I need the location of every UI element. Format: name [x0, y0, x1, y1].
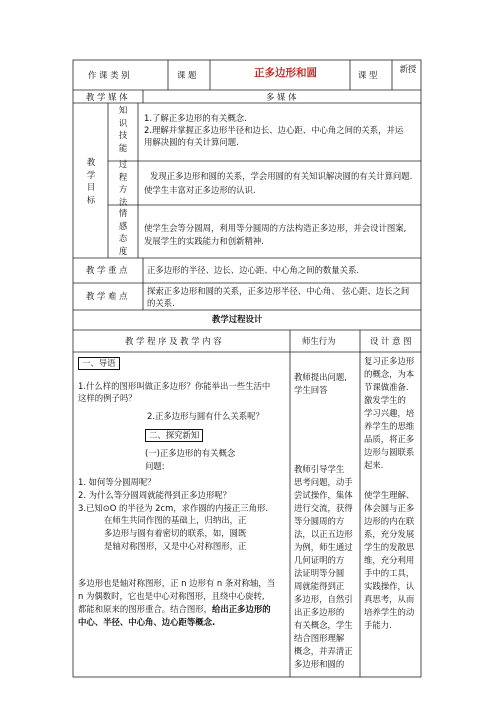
knowledge-line-2: 2.理解并掌握正多边形半径和边长、边心距、中心角之间的关系，并运	[144, 125, 404, 135]
teacher-2-line-10: 周就能得到正	[294, 581, 345, 591]
goals-label: 教学目标	[86, 157, 96, 205]
knowledge-line-1: 1.了解正多边形的有关概念.	[144, 113, 247, 123]
difficulty-line-1: 探索正多边形和圆的关系，正多边形半径、中心角、 弦心距、边长之间	[147, 286, 410, 296]
column-intent-header: 设 计 意 图	[370, 336, 412, 346]
intent-2-line-1: 使学生理解、	[364, 490, 415, 500]
intent-2-line-5: 学生的发散思	[364, 542, 415, 552]
problem-3: 3.已知⊙O 的半径为 2cm，求作圆的内接正三角形.	[78, 503, 269, 513]
intent-1-line-9: 起来.	[364, 460, 384, 470]
para2-line-3: 都能和原来的图形重合。结合图形，给出正多边形的	[78, 604, 271, 614]
type-label: 课 型	[358, 70, 378, 80]
intent-1-line-5: 学习兴趣，培	[364, 408, 415, 418]
difficulty-line-2: 的关系.	[147, 298, 175, 308]
teacher-2-line-14: 结合图形理解	[294, 633, 345, 643]
teacher-2-line-7: 为例，师生通过	[294, 542, 353, 552]
teacher-2-line-16: 多边形和圆的	[294, 659, 345, 669]
teacher-1-line-2: 学生回答	[294, 385, 328, 395]
teacher-2-line-12: 出正多边形的	[294, 607, 345, 617]
process-design-title: 教学过程设计	[212, 314, 263, 324]
intro-question-1a: 1.什么样的图形叫做正多边形？你能举出一些生活中	[78, 381, 271, 391]
process-line-1: 发现正多边形和圆的关系，学会用圆的有关知识解决圆的有关计算问题.	[150, 171, 413, 181]
para2-line-2: n 为偶数时，它也是中心对称图形，且绕中心旋转,	[78, 591, 265, 601]
para1-line-1: 在师生共同作图的基础上，归纳出，正	[104, 515, 247, 525]
teacher-2-line-5: 等分圆周的方	[294, 516, 345, 526]
emotion-line-1: 使学生会等分圆周，利用等分圆周的方法构造正多边形，并会设计图案,	[144, 223, 407, 233]
teacher-2-line-4: 进行交流，获得	[294, 503, 353, 513]
explore-heading: 二、探究新知	[145, 429, 203, 442]
topic-label: 课 题	[177, 70, 197, 80]
intro-heading: 一、导语	[78, 357, 120, 370]
teacher-2-line-1: 教师引导学生	[294, 464, 345, 474]
intent-1-line-2: 的概念，为本	[364, 369, 415, 379]
intent-2-line-9: 真思考，从而	[364, 594, 415, 604]
column-content-header: 教 学 程 序 及 教 学 内 容	[125, 336, 222, 346]
intro-question-2: 2.正多边形与圆有什么关系呢？	[147, 411, 264, 421]
knowledge-label: 知识技能	[118, 105, 128, 153]
problem-label: 问题:	[145, 461, 165, 471]
emotion-line-2: 发展学生的实践能力和创新精神.	[144, 236, 264, 246]
media-label: 教 学 媒 体	[86, 92, 128, 102]
problem-1: 1. 如何等分圆周呢？	[78, 477, 156, 487]
teacher-2-line-11: 多边形，自然引	[294, 594, 353, 604]
intent-2-line-8: 实践操作，认	[364, 581, 415, 591]
para2-line-4: 中心、半径、中心角、边心距等概念.	[78, 617, 216, 627]
intent-1-line-8: 边形与圆联系	[364, 447, 415, 457]
course-category-label: 作 课 类 别	[88, 70, 130, 80]
key-value: 正多边形的半径、边长、边心距、中心角之间的数量关系.	[147, 265, 360, 275]
topic-value: 正多边形和圆	[254, 67, 317, 79]
knowledge-line-3: 用解决圆的有关计算问题.	[144, 137, 239, 147]
teacher-2-line-2: 思考问题，动手	[294, 477, 353, 487]
intent-2-line-6: 维，充分利用	[364, 555, 415, 565]
intent-2-line-2: 体会圆与正多	[364, 503, 415, 513]
key-label: 教 学 重 点	[86, 265, 128, 275]
intro-question-1b: 这样的例子吗？	[78, 393, 137, 403]
intent-2-line-3: 边形的内在联	[364, 516, 415, 526]
subsection-1: (一)正多边形的有关概念	[145, 448, 236, 458]
type-value: 新授	[399, 64, 417, 74]
teacher-2-line-9: 法证明等分圆	[294, 568, 345, 578]
teacher-2-line-15: 概念，并弄清正	[294, 646, 353, 656]
media-value: 多 媒 体	[266, 92, 297, 102]
intent-1-line-4: 激发学生的	[364, 395, 406, 405]
process-line-2: 使学生丰富对正多边形的认识.	[144, 185, 256, 195]
emotion-label: 情感态度	[118, 208, 128, 256]
intent-1-line-1: 复习正多边形	[364, 356, 415, 366]
teacher-2-line-13: 有关概念，学生	[294, 620, 353, 630]
intent-2-line-4: 系，充分发展	[364, 529, 415, 539]
teacher-2-line-3: 尝试操作，集体	[294, 490, 353, 500]
process-label: 过程方法	[118, 159, 128, 207]
difficulty-label: 教 学 难 点	[86, 291, 128, 301]
intent-2-line-10: 培养学生的动	[364, 607, 415, 617]
para1-line-3: 是轴对称图形，又是中心对称图形，正	[104, 541, 247, 551]
intent-2-line-7: 手中的工具，	[364, 568, 415, 578]
teacher-2-line-6: 法，以正五边形	[294, 529, 353, 539]
para1-line-2: 多边形与圆有着密切的联系，如，圆既	[104, 528, 247, 538]
column-teacher-header: 师生行为	[302, 336, 336, 346]
problem-2: 2. 为什么等分圆周就能得到正多边形呢？	[78, 490, 232, 500]
intent-2-line-11: 手能力.	[364, 620, 392, 630]
teacher-1-line-1: 教师提出问题,	[294, 372, 347, 382]
intent-1-line-6: 养学生的思维	[364, 421, 415, 431]
intent-1-line-7: 品质，将正多	[364, 434, 415, 444]
intent-1-line-3: 节课做准备.	[364, 382, 409, 392]
teacher-2-line-8: 几何证明的方	[294, 555, 345, 565]
para2-line-1: 多边形也是轴对称图形，正 n 边形有 n 条对称轴，当	[78, 578, 276, 588]
